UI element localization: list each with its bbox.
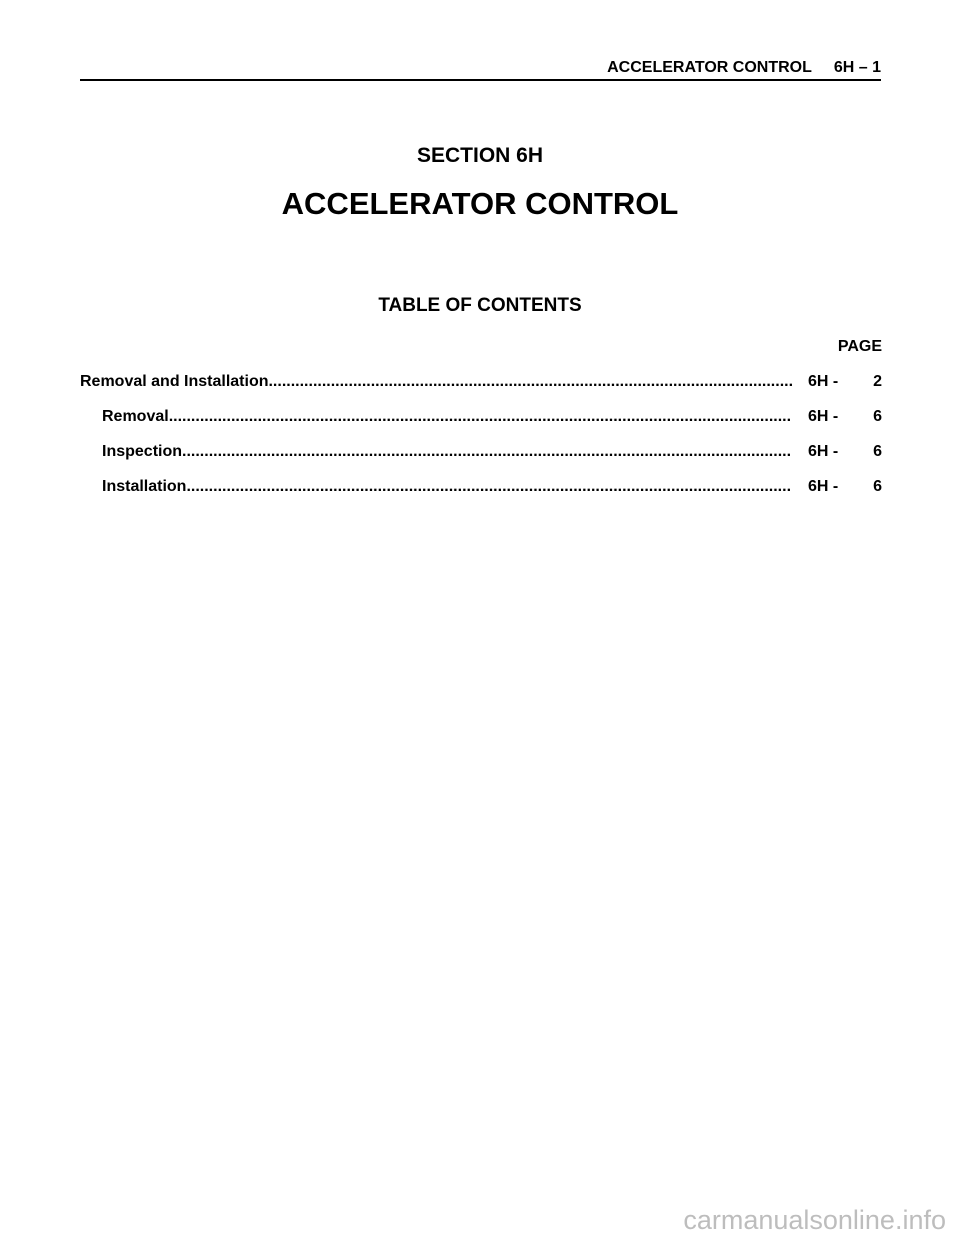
page-header <box>80 58 881 81</box>
toc-entry-text: Removal ..... <box>102 407 792 427</box>
toc-entry-text: Installation ..... <box>102 477 792 497</box>
toc-entry-page: 6 <box>873 443 882 460</box>
toc-entry-inspection[interactable] <box>80 442 882 477</box>
toc-page-column-label: PAGE <box>837 338 882 355</box>
toc-entry-page: 6 <box>873 478 882 495</box>
header-page-ref: 6H – 1 <box>833 59 881 76</box>
page-title: ACCELERATOR CONTROL <box>281 186 679 221</box>
toc-entry-section: 6H - <box>808 408 839 425</box>
toc-entry-section: 6H - <box>808 443 839 460</box>
toc-entry-installation[interactable] <box>80 477 882 512</box>
header-title: ACCELERATOR CONTROL <box>607 59 812 76</box>
toc-heading: TABLE OF CONTENTS <box>378 295 582 316</box>
table-of-contents <box>80 372 882 512</box>
toc-entry-removal-and-installation[interactable] <box>80 372 882 407</box>
toc-entry-text: Removal and Installation ..... <box>80 372 792 392</box>
toc-entry-section: 6H - <box>808 478 839 495</box>
section-label: SECTION 6H <box>416 144 544 167</box>
toc-entry-section: 6H - <box>808 373 839 390</box>
watermark: carmanualsonline.info <box>683 1205 946 1235</box>
toc-entry-page: 2 <box>873 373 882 390</box>
toc-entry-page: 6 <box>873 408 882 425</box>
toc-entry-removal[interactable] <box>80 407 882 442</box>
toc-entry-text: Inspection ..... <box>102 442 792 462</box>
